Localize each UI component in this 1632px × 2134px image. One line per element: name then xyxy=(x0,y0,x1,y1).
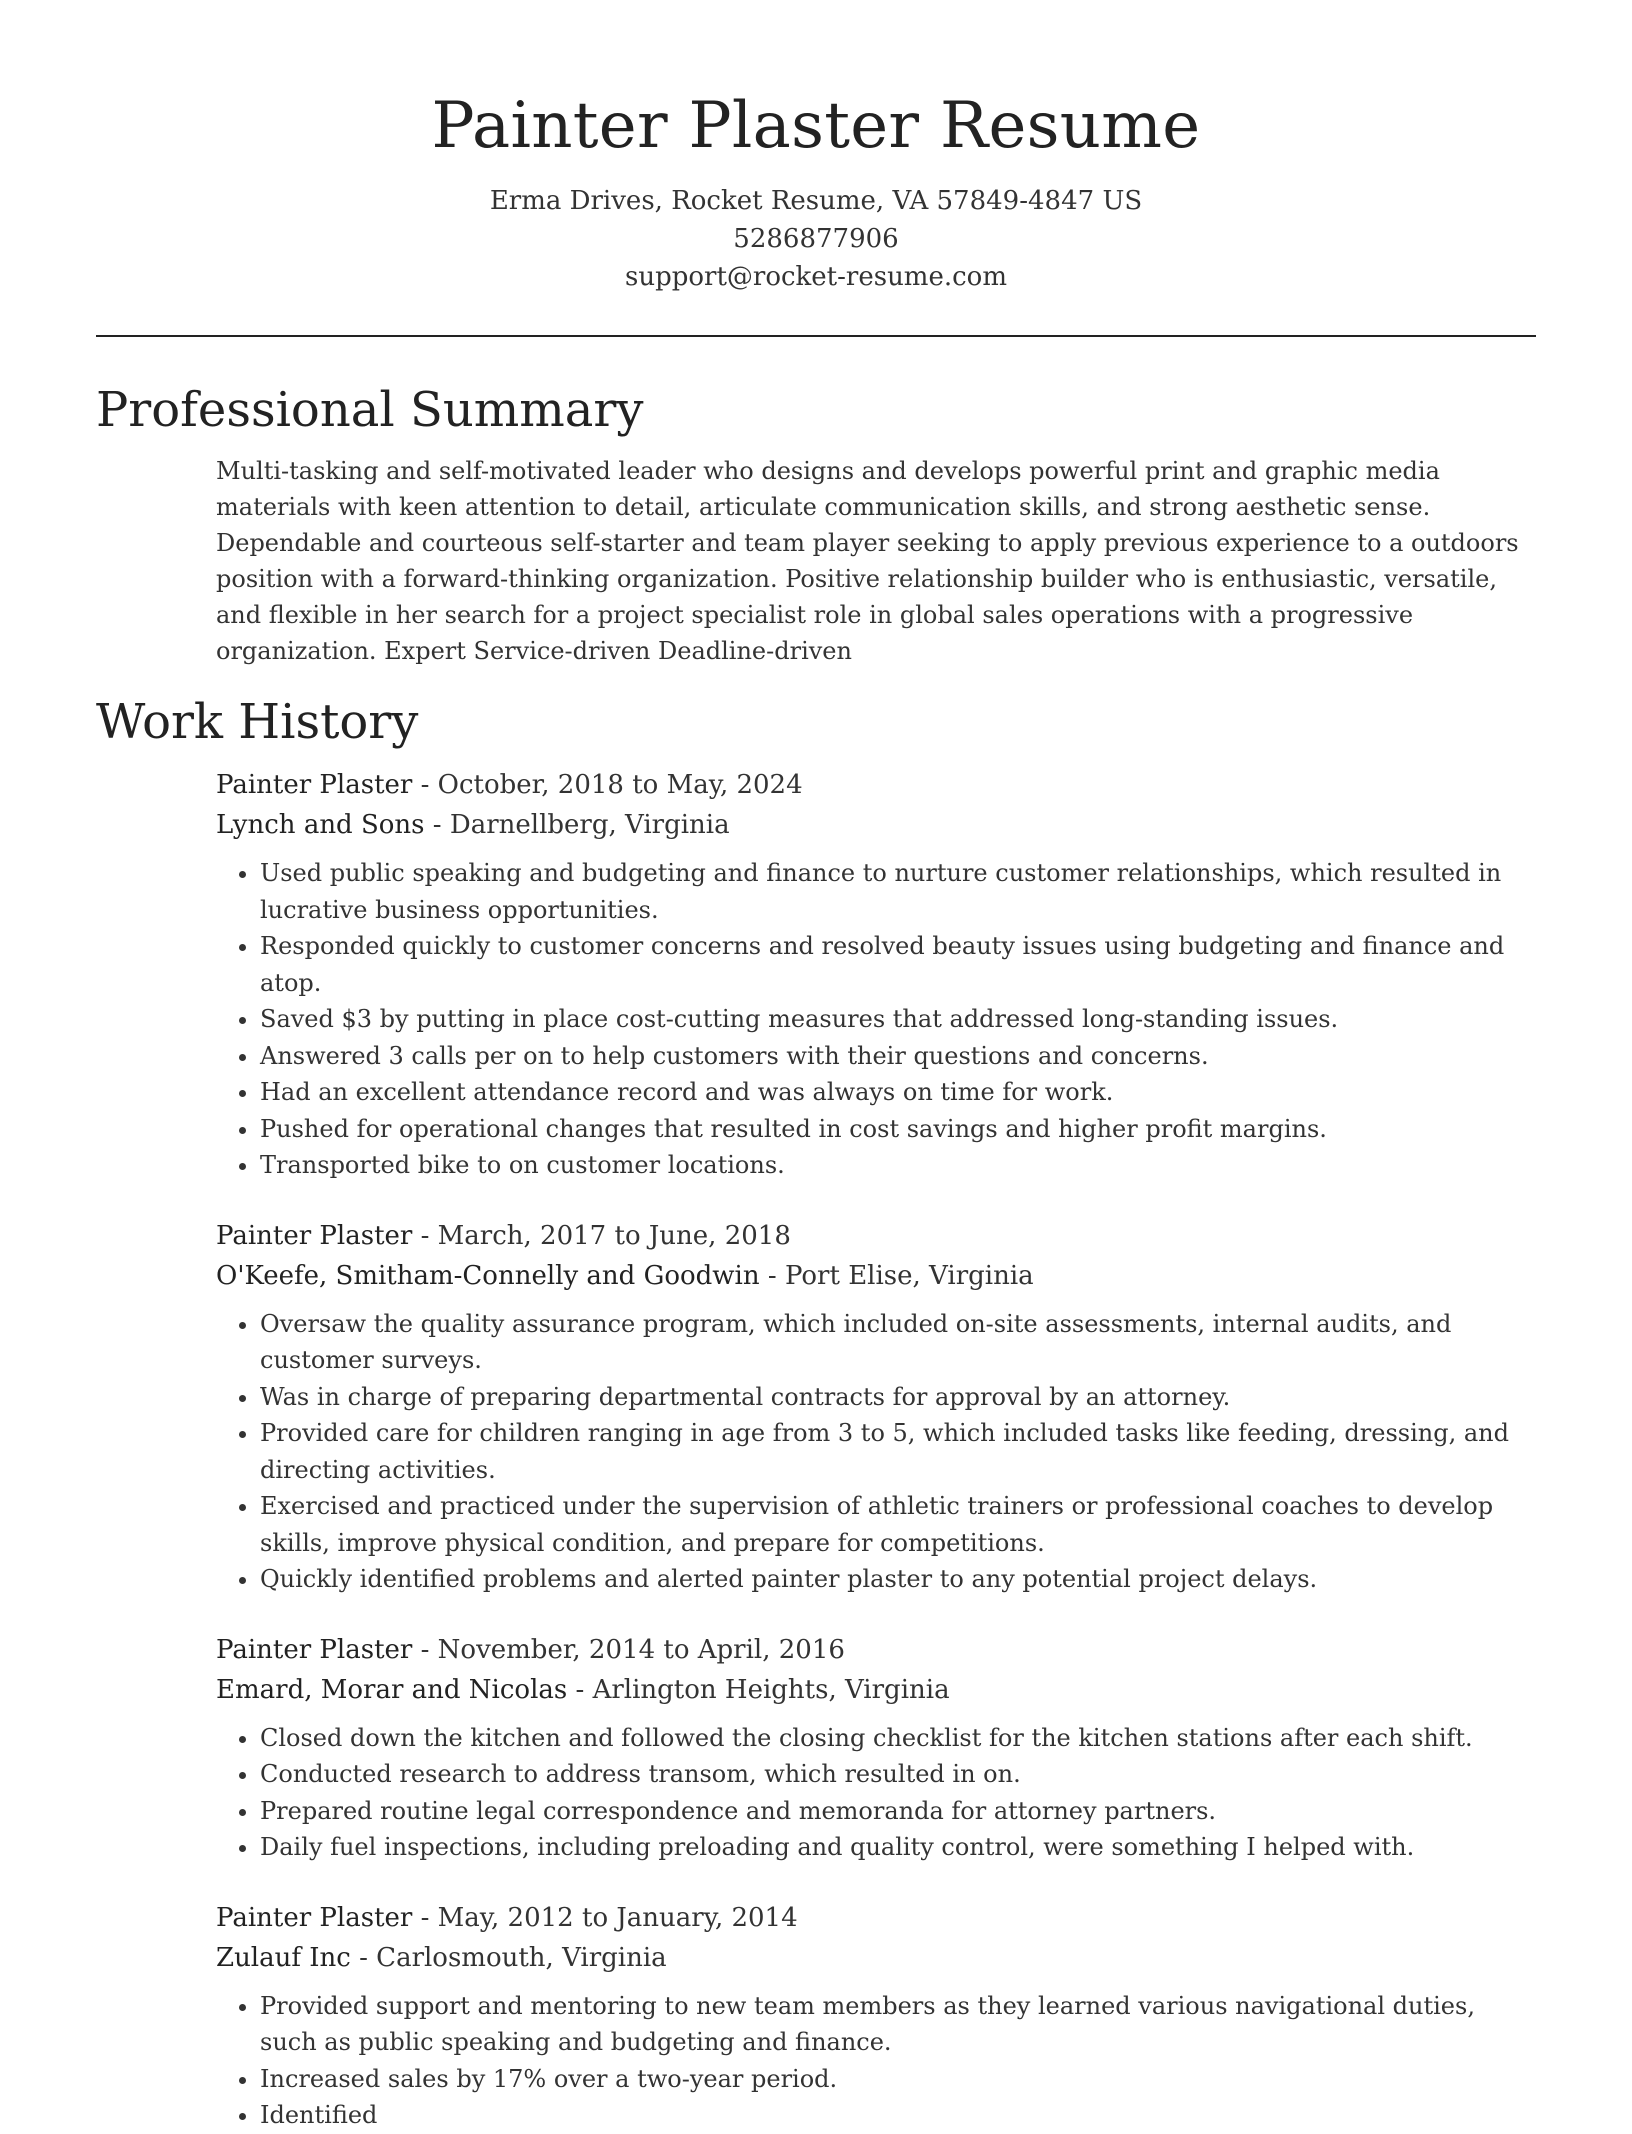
job-title-line xyxy=(216,765,1536,805)
job-bullet-list xyxy=(216,1306,1536,1598)
list-item: • Provided support and mentoring to new team members as they learned various navigational duties, such as public speaking and budgeting and finance. xyxy=(260,1988,1536,2061)
summary-text: Multi-tasking and self-motivated leader who designs and develops powerful print and graphic media materials with keen attention to detail, articulate communication skills, and strong aesthetic sense. Dependable and courteous self-starter and team player seeking to apply previous experience to a outdoors position with a forward-thinking organization. Positive relationship builder who is enthusiastic, versatile, and flexible in her search for a project specialist role in global sales operations with a progressive organization. Expert Service-driven Deadline-driven xyxy=(216,457,1519,665)
job-entry xyxy=(216,1630,1536,1866)
company-name: Zulauf Inc xyxy=(216,1942,351,1973)
separator: - xyxy=(350,1942,377,1973)
job-title: Painter Plaster xyxy=(216,770,413,800)
job-entry xyxy=(216,1216,1536,1598)
work-history-section xyxy=(0,689,1632,2134)
job-bullet-list xyxy=(216,855,1536,1184)
list-item: • Saved $3 by putting in place cost-cutting measures that addressed long-standing issues. xyxy=(260,1001,1536,1038)
separator: - xyxy=(412,1220,438,1251)
separator: - xyxy=(412,1634,438,1665)
company-name: O'Keefe, Smitham-Connelly and Goodwin xyxy=(216,1260,760,1291)
list-item: • Closed down the kitchen and followed the closing checklist for the kitchen stations after each shift. xyxy=(260,1720,1536,1757)
separator: - xyxy=(412,1902,438,1933)
header-divider xyxy=(96,335,1536,337)
list-item: • Exercised and practiced under the supervision of athletic trainers or professional coaches to develop skills, improve physical condition, and prepare for competitions. xyxy=(260,1488,1536,1561)
job-bullet-list xyxy=(216,1720,1536,1866)
company-name: Emard, Morar and Nicolas xyxy=(216,1674,568,1705)
job-title: Painter Plaster xyxy=(216,1634,413,1665)
resume-header xyxy=(0,0,1632,296)
list-item: • Increased sales by 17% over a two-year period. xyxy=(260,2061,1536,2098)
list-item: • Prepared routine legal correspondence and memoranda for attorney partners. xyxy=(260,1793,1536,1830)
contact-phone: 5286877906 xyxy=(733,224,899,254)
job-title: Painter Plaster xyxy=(216,1902,413,1933)
list-item: • Was in charge of preparing departmental contracts for approval by an attorney. xyxy=(260,1379,1536,1416)
job-title-line xyxy=(216,1216,1536,1256)
list-item: • Oversaw the quality assurance program, which included on-site assessments, internal audits, and customer surveys. xyxy=(260,1306,1536,1379)
contact-email: support@rocket-resume.com xyxy=(624,262,1007,292)
job-dates: March, 2017 to June, 2018 xyxy=(437,1220,791,1251)
list-item: • Quickly identified problems and alerted painter plaster to any potential project delays. xyxy=(260,1561,1536,1598)
job-bullet-list xyxy=(216,1988,1536,2134)
job-title: Painter Plaster xyxy=(216,1220,413,1251)
job-entry xyxy=(216,765,1536,1184)
job-company-line xyxy=(216,1256,1536,1296)
list-item: • Provided care for children ranging in age from 3 to 5, which included tasks like feeding, dressing, and directing activities. xyxy=(260,1415,1536,1488)
list-item: • Responded quickly to customer concerns and resolved beauty issues using budgeting and finance and atop. xyxy=(260,928,1536,1001)
list-item: • Answered 3 calls per on to help customers with their questions and concerns. xyxy=(260,1038,1536,1075)
job-location: Darnellberg, Virginia xyxy=(449,810,730,840)
job-title-line xyxy=(216,1630,1536,1670)
job-dates: October, 2018 to May, 2024 xyxy=(437,770,803,800)
job-location: Port Elise, Virginia xyxy=(784,1260,1034,1291)
professional-summary-section xyxy=(0,377,1632,669)
list-item: • Identified xyxy=(260,2097,1536,2134)
summary-heading: Professional Summary xyxy=(96,382,644,438)
job-entry xyxy=(216,1898,1536,2134)
contact-address: Erma Drives, Rocket Resume, VA 57849-4847 US xyxy=(489,186,1143,216)
job-location: Carlosmouth, Virginia xyxy=(376,1942,667,1973)
separator: - xyxy=(412,770,438,800)
job-dates: November, 2014 to April, 2016 xyxy=(437,1634,845,1665)
list-item: • Had an excellent attendance record and was always on time for work. xyxy=(260,1074,1536,1111)
job-company-line xyxy=(216,1670,1536,1710)
job-dates: May, 2012 to January, 2014 xyxy=(437,1902,798,1933)
separator: - xyxy=(424,810,450,840)
company-name: Lynch and Sons xyxy=(216,810,425,840)
page-title: Painter Plaster Resume xyxy=(431,89,1201,163)
job-company-line xyxy=(216,1938,1536,1978)
list-item: • Used public speaking and budgeting and finance to nurture customer relationships, which resulted in lucrative business opportunities. xyxy=(260,855,1536,928)
separator: - xyxy=(567,1674,593,1705)
work-history-heading: Work History xyxy=(96,694,419,750)
job-title-line xyxy=(216,1898,1536,1938)
job-location: Arlington Heights, Virginia xyxy=(592,1674,950,1705)
list-item: • Conducted research to address transom, which resulted in on. xyxy=(260,1756,1536,1793)
separator: - xyxy=(759,1260,785,1291)
list-item: • Daily fuel inspections, including preloading and quality control, were something I helped with. xyxy=(260,1829,1536,1866)
list-item: • Transported bike to on customer locations. xyxy=(260,1147,1536,1184)
list-item: • Pushed for operational changes that resulted in cost savings and higher profit margins. xyxy=(260,1111,1536,1148)
job-company-line xyxy=(216,805,1536,845)
